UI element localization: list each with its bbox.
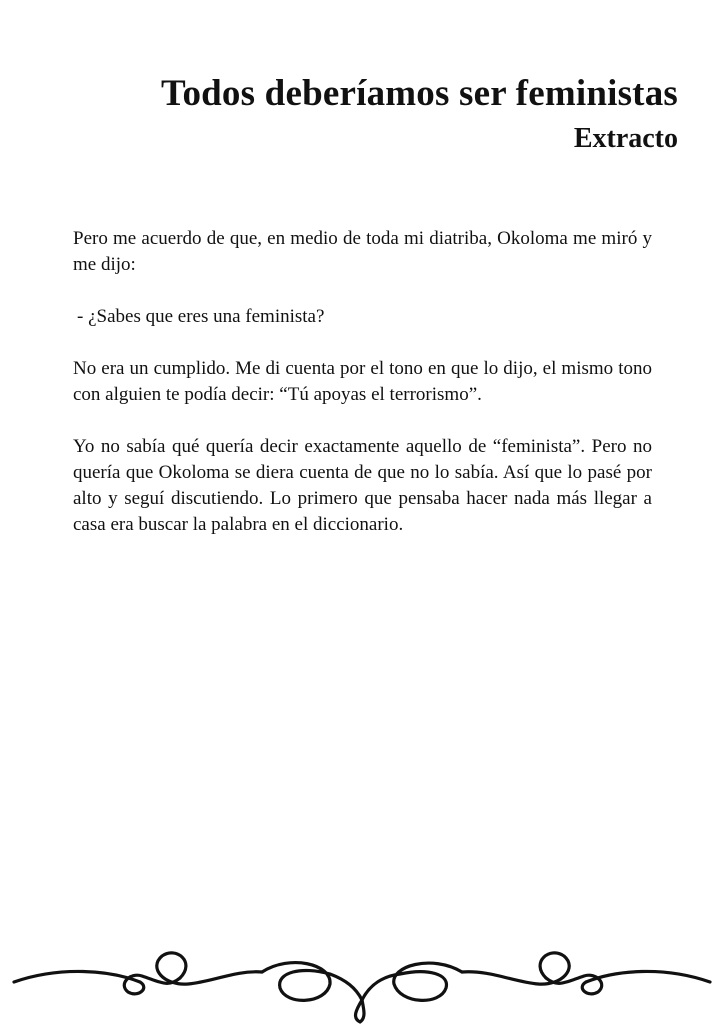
page-title: Todos deberíamos ser feministas: [160, 73, 678, 114]
paragraph-dialogue: - ¿Sabes que eres una feminista?: [77, 306, 325, 327]
swirl-divider-icon: [0, 926, 724, 1024]
page-subtitle: Extracto: [573, 123, 678, 154]
paragraph-3: No era un cumplido. Me di cuenta por el tono en que lo dijo, el mismo tono con alguien te podía decir: “Tú apoyas el terrorismo”.: [73, 358, 652, 405]
excerpt-body: [73, 226, 652, 564]
paragraph-1: Pero me acuerdo de que, en medio de toda mi diatriba, Okoloma me miró y me dijo:: [73, 228, 652, 275]
paragraph-4: Yo no sabía qué quería decir exactamente aquello de “feminista”. Pero no quería que Okoloma se diera cuenta de que no lo sabía. Así que lo pasé por alto y seguí discutiendo. Lo primero que pensaba hacer nada más llegar a casa era buscar la palabra en el diccionario.: [73, 436, 652, 535]
